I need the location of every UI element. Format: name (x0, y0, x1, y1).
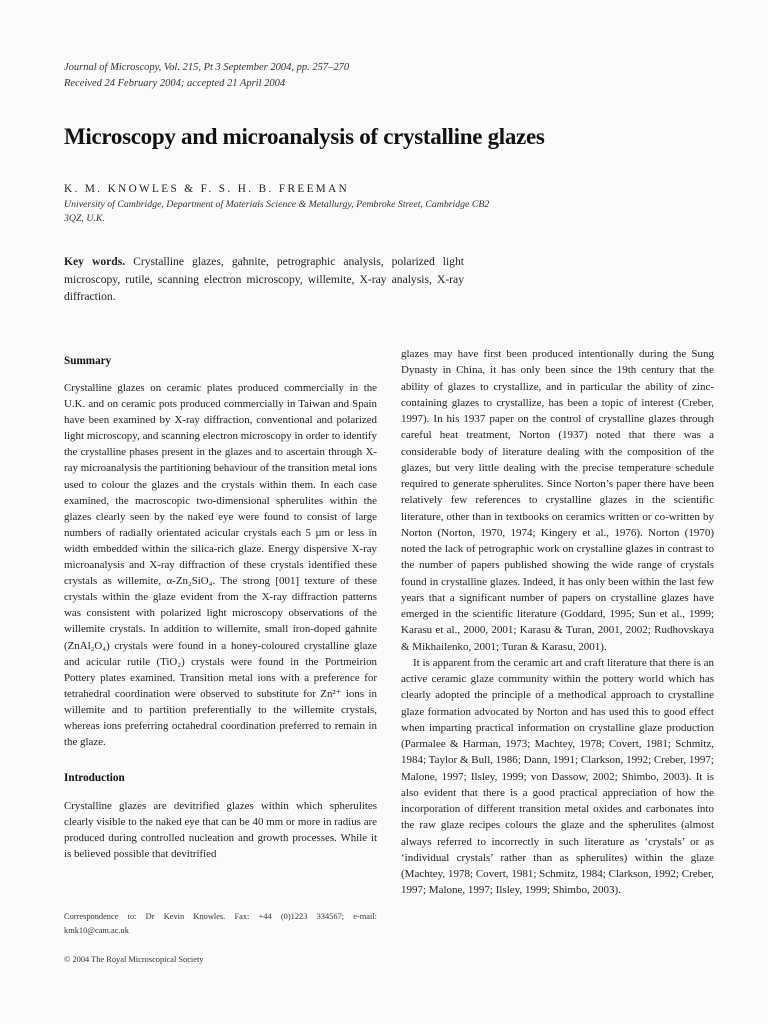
introduction-text: Crystalline glazes are devitrified glazes within which spherulites clearly visible to the naked eye that can be 40 mm or more in radius are produced during controlled nucleation and growth processes. While it is believed possible that devitrified (64, 800, 377, 861)
keywords (64, 253, 464, 306)
article-title: Microscopy and microanalysis of crystalline glazes (64, 124, 545, 149)
left-column (64, 354, 377, 863)
introduction-heading: Introduction (64, 772, 125, 785)
authors: K. M. KNOWLES & F. S. H. B. FREEMAN (64, 183, 350, 195)
body-paragraph-1: glazes may have first been produced intentionally during the Sung Dynasty in China, it has only been since the 19th century that the ability of glazes to crystallize, and in particular the ability of zinc-containing glazes to crystallize, has been a topic of interest (Creber, 1997). In his 1937 paper on the control of crystalline glazes through careful heat treatment, Norton (1937) noted that there was a considerable body of literature dealing with the composition of the glazes, but very little dealing with the precise temperature schedule required to generate spherulites. Since Norton’s paper there have been relatively few references to crystalline glazes in the scientific literature, other than in textbooks on ceramics written or co-written by Norton (Norton, 1970, 1974; Kingery et al., 1976). Norton (1970) noted the lack of petrographic work on crystalline glazes in contrast to the number of papers published showing the wide range of crystals found in crystalline glazes. Indeed, it has only been within the last few years that a significant number of papers on crystalline glazes have emerged in the scientific literature (Goddard, 1995; Sun et al., 1999; Karasu et al., 2000, 2001; Karasu & Turan, 2001, 2002; Rudhovskaya & Mikhailenko, 2001; Turan & Karasu, 2001). (401, 348, 714, 653)
keywords-label: Key words. (64, 255, 126, 268)
affiliation: University of Cambridge, Department of Materials Science & Metallurgy, Pembroke Street, Cambridge CB2 3QZ, U.K. (64, 199, 490, 224)
keywords-text: Crystalline glazes, gahnite, petrographic analysis, polarized light microscopy, rutile, scanning electron microscopy, willemite, X-ray analysis, X-ray diffraction. (64, 255, 464, 303)
correspondence-footnote: Correspondence to: Dr Kevin Knowles. Fax: +44 (0)1223 334567; e-mail: kmk10@cam.ac.uk (64, 912, 377, 935)
journal-citation: Journal of Microscopy, Vol. 215, Pt 3 September 2004, pp. 257–270 (64, 62, 350, 73)
copyright: © 2004 The Royal Microscopical Society (64, 955, 204, 964)
right-column (401, 346, 714, 899)
summary-text: Crystalline glazes on ceramic plates produced commercially in the U.K. and on ceramic pots produced commercially in Taiwan and Spain have been examined by X-ray diffraction, conventional and polarized light microscopy, and scanning electron microscopy in order to identify the crystalline phases present in the glazes and to ascertain through X-ray microanalysis the partitioning behaviour of the transition metal ions used to colour the glazes and the crystals within them. In each case examined, the macroscopic two-dimensional spherulites within the glazes clearly seen by the naked eye were found to consist of large numbers of radially orientated acicular crystals each 5 µm or less in width embedded within the silica-rich glaze. Energy dispersive X-ray microanalysis and X-ray diffraction of these crystals identified these crystals as willemite, α-Zn₂SiO₄. The strong [001] texture of these crystals within the glaze evident from the X-ray diffraction patterns was consistent with polarized light microscopy observations of the willemite crystals. In addition to willemite, small iron-doped gahnite (ZnAl₂O₄) crystals were found in a honey-coloured crystalline glaze and acicular rutile (TiO₂) crystals were found in the Portmeirion Pottery plates examined. Transition metal ions with a preference for tetrahedral coordination were observed to substitute for Zn²⁺ ions in willemite and to partition preferentially to the willemite crystals, whereas ions preferring octahedral coordination preferred to remain in the glaze. (64, 382, 377, 749)
body-paragraph-2: It is apparent from the ceramic art and craft literature that there is an active ceramic glaze community within the pottery world which has clearly adopted the principle of a methodical approach to crystalline glaze formation advocated by Norton and has used this to good effect when imparting practical information on crystalline glaze production (Parmalee & Harman, 1973; Machtey, 1978; Covert, 1981; Schmitz, 1984; Taylor & Bull, 1986; Dann, 1991; Clarkson, 1992; Creber, 1997; Malone, 1997; Ilsley, 1999; von Dassow, 2002; Shimbo, 2003). It is also evident that there is a good practical appreciation of how the incorporation of different transition metal oxides and carbonates into the raw glaze recipes colours the glaze and the spherulites (almost always referred to incorrectly in such literature as ‘crystals’ or as ‘individual crystals’ rather than as spherulites) within the glaze (Machtey, 1978; Covert, 1981; Schmitz, 1984; Clarkson, 1992; Creber, 1997; Malone, 1997; Ilsley, 1999; Shimbo, 2003). (401, 656, 714, 897)
summary-heading: Summary (64, 355, 112, 367)
received-accepted-dates: Received 24 February 2004; accepted 21 April 2004 (64, 78, 286, 89)
